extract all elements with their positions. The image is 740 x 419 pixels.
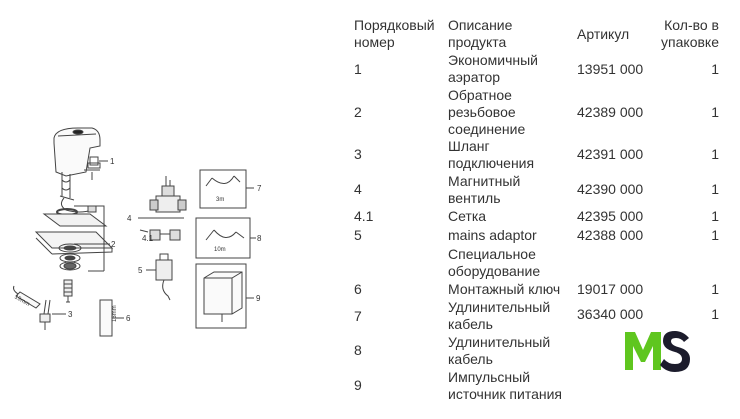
row-9-description-line2: источник питания (448, 386, 562, 402)
parts-diagram (0, 0, 345, 419)
header-description-line2: продукта (448, 34, 507, 50)
row-4-1-number: 4.1 (354, 208, 374, 224)
row-8-number: 8 (354, 342, 362, 358)
row-1-article: 13951 000 (577, 61, 644, 77)
row-6-number: 6 (354, 281, 362, 297)
row-4-description-line2: вентиль (448, 190, 501, 206)
adaptor-drawing (146, 254, 172, 300)
row-5-article: 42388 000 (577, 227, 644, 243)
ms-logo (623, 328, 693, 372)
row-4-description (448, 173, 520, 207)
callout-2: 2 (111, 240, 116, 249)
row-4-description-line1: Магнитный (448, 173, 521, 189)
row-3-description-line1: Шланг (448, 138, 490, 154)
row-2-description (448, 87, 525, 138)
special-equipment-line1: Специальное (448, 246, 536, 262)
row-6-article: 19017 000 (577, 281, 644, 297)
row-4-article: 42390 000 (577, 181, 644, 197)
row-1-description-line1: Экономичный (448, 52, 539, 68)
row-8-description (448, 334, 550, 368)
row-9-number: 9 (354, 377, 362, 393)
row-3-number: 3 (354, 146, 362, 162)
callout-5: 5 (138, 266, 143, 275)
row-8-description-line2: кабель (448, 351, 493, 367)
row-1-description-line2: аэратор (448, 69, 501, 85)
row-4-1-description (448, 208, 486, 225)
wrench-label-19mm: 19mm (13, 294, 31, 308)
row-7-description-line1: Удлинительный (448, 299, 551, 315)
row-4-1-description-line1: Сетка (448, 208, 487, 224)
wrench-label-13mm: 13mm (112, 305, 118, 322)
callout-9: 9 (256, 294, 261, 303)
callout-8: 8 (257, 234, 262, 243)
row-6-quantity: 1 (711, 281, 719, 297)
header-number-line2: номер (354, 34, 395, 50)
header-quantity (655, 17, 719, 51)
row-7-article: 36340 000 (577, 306, 644, 322)
header-description-line1: Описание (448, 17, 513, 33)
logo-s (660, 331, 690, 372)
row-2-description-line2: резьбовое (448, 104, 516, 120)
logo-m (625, 332, 661, 370)
row-5-description (448, 227, 537, 244)
cable-3m-drawing (200, 170, 254, 208)
row-2-number: 2 (354, 104, 362, 120)
row-6-description (448, 281, 560, 298)
special-equipment-heading (448, 246, 540, 280)
callout-4-1: 4.1 (142, 234, 154, 243)
callout-6: 6 (126, 314, 131, 323)
row-7-number: 7 (354, 308, 362, 324)
header-number-line1: Порядковый (354, 17, 435, 33)
row-4-quantity: 1 (711, 181, 719, 197)
header-article: Артикул (577, 26, 630, 42)
row-1-number: 1 (354, 61, 362, 77)
row-3-description-line2: подключения (448, 155, 535, 171)
row-9-description-line1: Импульсный (448, 369, 531, 385)
header-number (354, 17, 435, 51)
row-3-description (448, 138, 534, 172)
row-8-description-line1: Удлинительный (448, 334, 551, 350)
header-quantity-line2: упаковке (661, 34, 719, 50)
faucet-drawing (54, 128, 100, 200)
row-3-quantity: 1 (711, 146, 719, 162)
row-7-quantity: 1 (711, 306, 719, 322)
cable-10m-drawing (196, 218, 256, 258)
row-7-description-line2: кабель (448, 316, 493, 332)
row-6-description-line1: Монтажный ключ (448, 281, 561, 297)
hose-drawing (40, 300, 66, 330)
row-9-description (448, 369, 562, 403)
callout-1: 1 (110, 157, 115, 166)
header-quantity-line1: Кол-во в (664, 17, 719, 33)
row-5-quantity: 1 (711, 227, 719, 243)
cable-label-3m: 3m (216, 197, 225, 203)
callout-7: 7 (257, 184, 262, 193)
magnetic-valve-drawing (138, 176, 186, 218)
counter-plate-drawing (44, 214, 106, 226)
row-1-quantity: 1 (711, 61, 719, 77)
row-2-article: 42389 000 (577, 104, 644, 120)
row-7-description (448, 299, 550, 333)
row-4-number: 4 (354, 181, 362, 197)
header-description (448, 17, 512, 51)
callout-4: 4 (127, 214, 132, 223)
threaded-connection-drawing (64, 280, 72, 302)
row-4-1-quantity: 1 (711, 208, 719, 224)
special-equipment-line2: оборудование (448, 263, 541, 279)
power-supply-drawing (196, 264, 254, 328)
row-2-quantity: 1 (711, 104, 719, 120)
row-2-description-line1: Обратное (448, 87, 512, 103)
callout-3: 3 (68, 310, 73, 319)
row-2-description-line3: соединение (448, 121, 526, 137)
cable-label-10m: 10m (214, 247, 226, 253)
row-5-description-line1: mains adaptor (448, 227, 537, 243)
row-1-description (448, 52, 538, 86)
row-5-number: 5 (354, 227, 362, 243)
row-4-1-article: 42395 000 (577, 208, 644, 224)
row-3-article: 42391 000 (577, 146, 644, 162)
